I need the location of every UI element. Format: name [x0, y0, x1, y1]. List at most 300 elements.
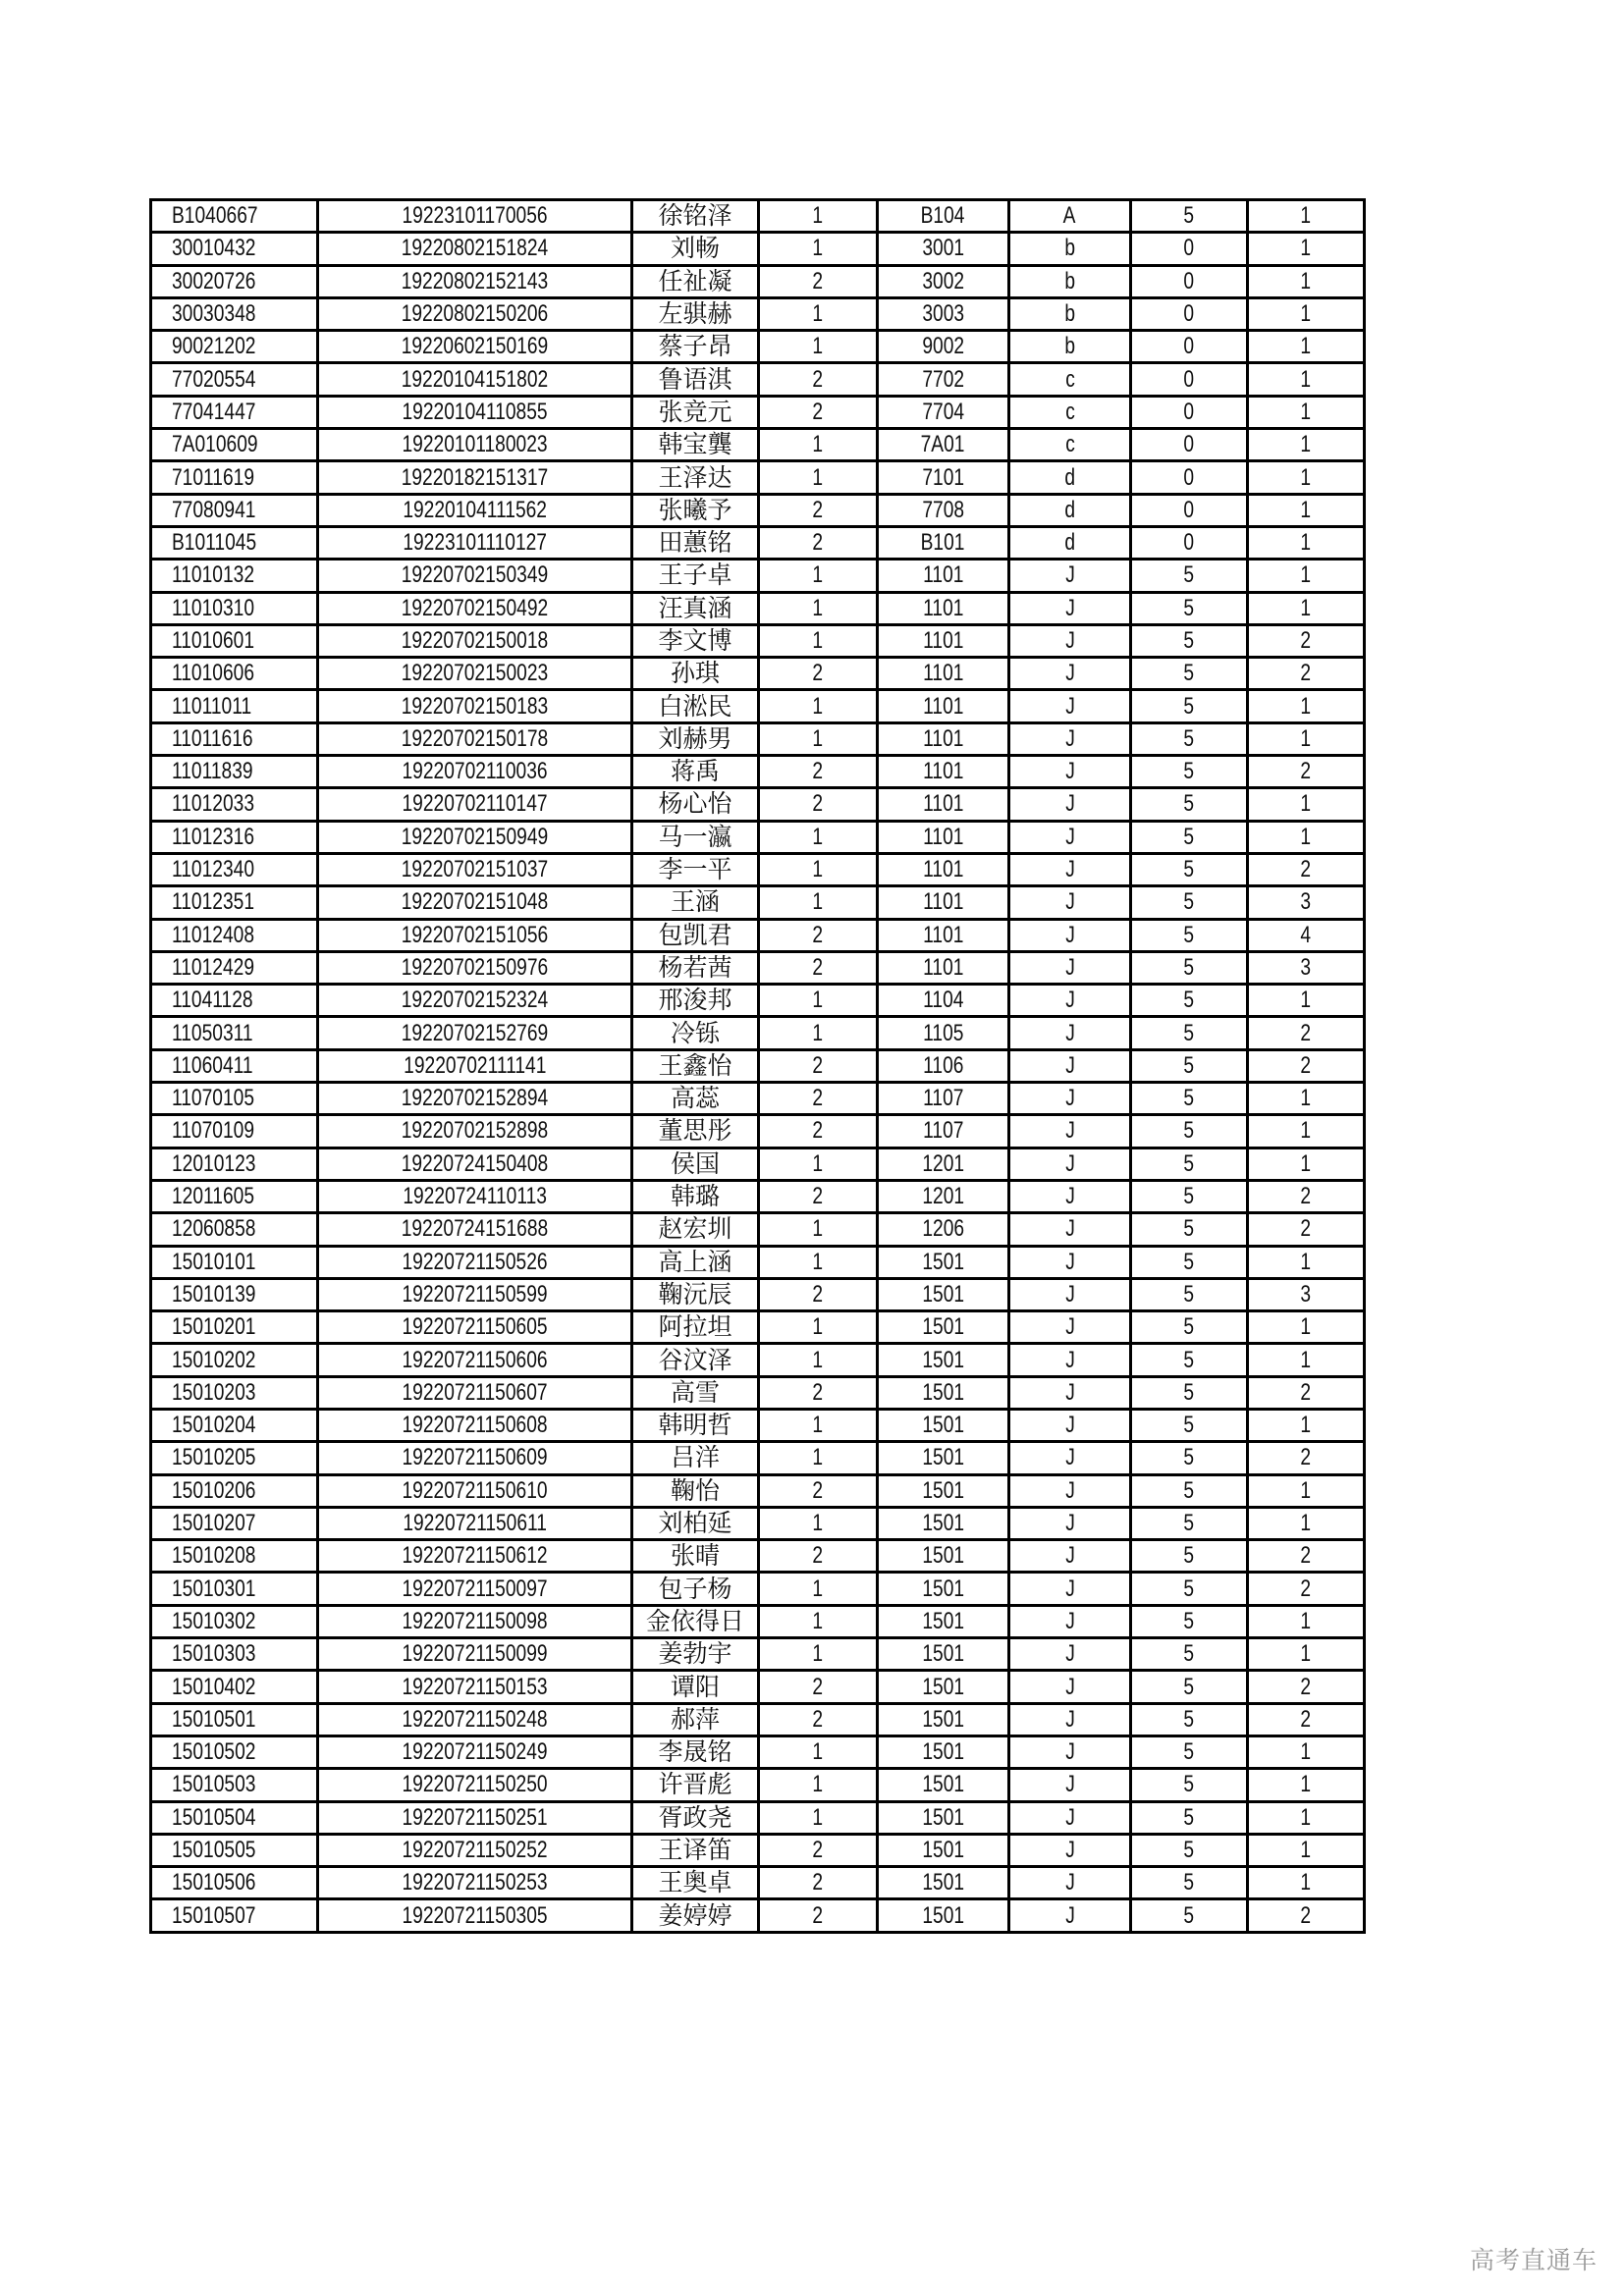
gender-code: 2	[812, 1085, 824, 1112]
score-a: 5	[1183, 1476, 1195, 1504]
score-a: 0	[1183, 267, 1195, 294]
class-code-cell	[878, 1115, 1009, 1148]
exam-number: 15010206	[172, 1476, 256, 1504]
count-cell	[1248, 722, 1365, 755]
category-cell	[1009, 886, 1131, 919]
category: b	[1064, 235, 1075, 262]
count: 1	[1300, 496, 1312, 523]
student-name-cell	[632, 1148, 759, 1180]
count-cell	[1248, 429, 1365, 461]
count-cell	[1248, 1180, 1365, 1212]
class-code: 7101	[922, 463, 964, 491]
class-code-cell	[878, 756, 1009, 788]
exam-number: 15010504	[172, 1803, 256, 1831]
count-cell	[1248, 985, 1365, 1017]
student-id: 19220721150607	[402, 1378, 548, 1406]
student-id: 19220702110147	[402, 790, 548, 818]
category-cell	[1009, 658, 1131, 690]
student-name-cell	[632, 297, 759, 330]
score-a-cell	[1131, 1671, 1248, 1703]
exam-number: 15010207	[172, 1510, 256, 1537]
exam-number-cell	[151, 821, 318, 853]
category-cell	[1009, 1671, 1131, 1703]
category: J	[1064, 1771, 1075, 1798]
score-a-cell	[1131, 363, 1248, 396]
class-code-cell	[878, 1442, 1009, 1474]
score-a-cell	[1131, 560, 1248, 592]
student-name: 张晴	[670, 1541, 720, 1571]
class-code-cell	[878, 1180, 1009, 1212]
student-name: 谷汶泽	[658, 1345, 732, 1374]
category: J	[1064, 1869, 1075, 1896]
count: 1	[1300, 235, 1312, 262]
category: J	[1064, 660, 1075, 687]
student-id-cell	[318, 363, 632, 396]
class-code: 7704	[922, 398, 964, 425]
student-name: 姜婷婷	[658, 1900, 732, 1930]
score-a: 5	[1183, 1117, 1195, 1145]
category-cell	[1009, 821, 1131, 853]
count: 1	[1300, 1346, 1312, 1373]
category-cell	[1009, 1735, 1131, 1768]
class-code-cell	[878, 1311, 1009, 1344]
gender-code: 1	[812, 1607, 824, 1634]
exam-number: 11012316	[172, 823, 254, 850]
score-a-cell	[1131, 1083, 1248, 1115]
student-name-cell	[632, 1180, 759, 1212]
score-a-cell	[1131, 1735, 1248, 1768]
student-name-cell	[632, 396, 759, 428]
exam-number-cell	[151, 788, 318, 821]
gender-code-cell	[759, 919, 878, 951]
count: 1	[1300, 561, 1312, 589]
table-row	[151, 1213, 1365, 1246]
gender-code: 2	[812, 365, 824, 393]
student-id-cell	[318, 1049, 632, 1082]
class-code: 1101	[922, 758, 964, 785]
student-id-cell	[318, 1442, 632, 1474]
class-code: 1501	[922, 1378, 964, 1406]
count: 1	[1300, 1510, 1312, 1537]
gender-code: 2	[812, 921, 824, 948]
student-name: 许晋彪	[658, 1770, 732, 1799]
student-name-cell	[632, 658, 759, 690]
student-name: 任祉凝	[658, 266, 732, 295]
student-id: 19220724150408	[401, 1149, 549, 1177]
student-name: 王译笛	[658, 1835, 732, 1864]
student-name: 李一平	[658, 855, 732, 884]
table-row	[151, 1344, 1365, 1376]
student-name-cell	[632, 526, 759, 559]
exam-number: 15010303	[172, 1640, 256, 1668]
student-name: 张竞元	[658, 397, 732, 426]
category-cell	[1009, 461, 1131, 494]
score-a: 5	[1183, 1215, 1195, 1243]
gender-code: 1	[812, 1771, 824, 1798]
student-id-cell	[318, 396, 632, 428]
table-row	[151, 1409, 1365, 1441]
table-row	[151, 1834, 1365, 1866]
score-a-cell	[1131, 722, 1248, 755]
student-name: 韩明哲	[658, 1411, 732, 1440]
exam-number: 15010202	[172, 1346, 256, 1373]
exam-number-cell	[151, 1605, 318, 1637]
category: J	[1064, 1346, 1075, 1373]
exam-number: 11010310	[172, 594, 254, 621]
score-a-cell	[1131, 1442, 1248, 1474]
score-a: 5	[1183, 953, 1195, 981]
student-table	[149, 198, 1366, 1934]
student-id-cell	[318, 853, 632, 885]
category: J	[1064, 888, 1075, 916]
score-a: 5	[1183, 1248, 1195, 1275]
class-code-cell	[878, 624, 1009, 657]
student-id-cell	[318, 331, 632, 363]
student-id: 19220721150609	[402, 1444, 548, 1471]
exam-number-cell	[151, 363, 318, 396]
student-id: 19220721150252	[402, 1836, 548, 1863]
count: 1	[1300, 1149, 1312, 1177]
student-id-cell	[318, 1474, 632, 1507]
category-cell	[1009, 1311, 1131, 1344]
student-name: 赵宏圳	[658, 1214, 732, 1244]
score-a-cell	[1131, 494, 1248, 526]
table-row	[151, 1049, 1365, 1082]
count-cell	[1248, 1409, 1365, 1441]
count: 1	[1300, 823, 1312, 850]
gender-code-cell	[759, 1017, 878, 1049]
student-id: 19220721150608	[402, 1412, 548, 1439]
exam-number-cell	[151, 1474, 318, 1507]
class-code-cell	[878, 1507, 1009, 1539]
exam-number: 11070105	[172, 1085, 254, 1112]
student-id-cell	[318, 1278, 632, 1310]
class-code: 1501	[922, 1280, 964, 1308]
gender-code: 1	[812, 561, 824, 589]
exam-number-cell	[151, 1703, 318, 1735]
count: 2	[1300, 1901, 1312, 1929]
score-a: 5	[1183, 1346, 1195, 1373]
category: J	[1064, 1183, 1075, 1210]
gender-code-cell	[759, 461, 878, 494]
score-a: 5	[1183, 823, 1195, 850]
score-a: 5	[1183, 660, 1195, 687]
table-row	[151, 1115, 1365, 1148]
table-row	[151, 1540, 1365, 1573]
score-a: 0	[1183, 300, 1195, 328]
student-id: 19220702150492	[401, 594, 549, 621]
exam-number: 11050311	[172, 1019, 253, 1046]
student-id: 19220721150605	[402, 1313, 548, 1341]
score-a: 5	[1183, 1869, 1195, 1896]
class-code: 1201	[922, 1149, 964, 1177]
exam-number: 15010201	[172, 1313, 256, 1341]
table-row	[151, 821, 1365, 853]
category: J	[1064, 758, 1075, 785]
class-code: B104	[921, 202, 965, 230]
exam-number: B1040667	[172, 202, 258, 230]
score-a-cell	[1131, 1344, 1248, 1376]
score-a-cell	[1131, 297, 1248, 330]
category-cell	[1009, 265, 1131, 297]
score-a-cell	[1131, 1834, 1248, 1866]
category-cell	[1009, 756, 1131, 788]
table-row	[151, 985, 1365, 1017]
student-name-cell	[632, 1605, 759, 1637]
count-cell	[1248, 1540, 1365, 1573]
student-id-cell	[318, 1148, 632, 1180]
class-code-cell	[878, 200, 1009, 233]
gender-code: 1	[812, 300, 824, 328]
table-row	[151, 1703, 1365, 1735]
count-cell	[1248, 919, 1365, 951]
score-a: 5	[1183, 1280, 1195, 1308]
exam-number: 15010101	[172, 1248, 256, 1275]
category: c	[1064, 398, 1075, 425]
score-a-cell	[1131, 1801, 1248, 1834]
table-row	[151, 526, 1365, 559]
class-code: 1501	[922, 1248, 964, 1275]
exam-number: 15010502	[172, 1738, 256, 1766]
gender-code-cell	[759, 1311, 878, 1344]
class-code-cell	[878, 1148, 1009, 1180]
exam-number-cell	[151, 722, 318, 755]
student-name-cell	[632, 886, 759, 919]
category: J	[1064, 987, 1075, 1014]
student-name: 白淞民	[658, 691, 732, 721]
count: 3	[1300, 1280, 1312, 1308]
exam-number: 11010601	[172, 627, 254, 654]
student-id: 19220721150251	[402, 1803, 548, 1831]
category: J	[1064, 1738, 1075, 1766]
category: J	[1064, 1444, 1075, 1471]
student-name: 徐铭泽	[658, 201, 732, 231]
student-name-cell	[632, 1899, 759, 1932]
class-code-cell	[878, 658, 1009, 690]
count-cell	[1248, 461, 1365, 494]
student-name: 刘柏延	[658, 1509, 732, 1538]
gender-code-cell	[759, 1867, 878, 1899]
student-id: 19220721150305	[402, 1901, 548, 1929]
student-name-cell	[632, 1409, 759, 1441]
exam-number: B1011045	[172, 529, 257, 557]
gender-code-cell	[759, 1246, 878, 1278]
table-row	[151, 265, 1365, 297]
count: 1	[1300, 267, 1312, 294]
student-id-cell	[318, 1409, 632, 1441]
student-name: 阿拉坦	[658, 1312, 732, 1342]
category: J	[1064, 790, 1075, 818]
count: 1	[1300, 1771, 1312, 1798]
table-row	[151, 1769, 1365, 1801]
student-id-cell	[318, 1867, 632, 1899]
gender-code-cell	[759, 624, 878, 657]
class-code-cell	[878, 461, 1009, 494]
gender-code-cell	[759, 363, 878, 396]
score-a-cell	[1131, 1148, 1248, 1180]
class-code: 1101	[922, 921, 964, 948]
score-a: 5	[1183, 1051, 1195, 1079]
gender-code: 1	[812, 1738, 824, 1766]
table-row	[151, 200, 1365, 233]
count: 1	[1300, 594, 1312, 621]
category: J	[1064, 921, 1075, 948]
gender-code-cell	[759, 1769, 878, 1801]
class-code-cell	[878, 985, 1009, 1017]
category-cell	[1009, 1017, 1131, 1049]
student-id-cell	[318, 821, 632, 853]
exam-number: 15010203	[172, 1378, 256, 1406]
gender-code-cell	[759, 985, 878, 1017]
score-a-cell	[1131, 624, 1248, 657]
category: J	[1064, 1673, 1075, 1700]
student-id-cell	[318, 1344, 632, 1376]
count: 2	[1300, 1444, 1312, 1471]
student-name-cell	[632, 1278, 759, 1310]
category-cell	[1009, 200, 1131, 233]
category-cell	[1009, 1540, 1131, 1573]
class-code: 1501	[922, 1901, 964, 1929]
score-a: 0	[1183, 398, 1195, 425]
student-id: 19220104151802	[401, 365, 549, 393]
gender-code: 2	[812, 1051, 824, 1079]
student-name-cell	[632, 560, 759, 592]
student-name-cell	[632, 1442, 759, 1474]
gender-code-cell	[759, 1638, 878, 1671]
student-id-cell	[318, 1246, 632, 1278]
score-a: 0	[1183, 496, 1195, 523]
count-cell	[1248, 690, 1365, 722]
count: 2	[1300, 1673, 1312, 1700]
category: J	[1064, 1607, 1075, 1634]
category: J	[1064, 1901, 1075, 1929]
student-name: 杨若茜	[658, 952, 732, 982]
count-cell	[1248, 1735, 1365, 1768]
student-id-cell	[318, 1834, 632, 1866]
gender-code-cell	[759, 592, 878, 624]
student-id-cell	[318, 1311, 632, 1344]
gender-code-cell	[759, 853, 878, 885]
score-a-cell	[1131, 1409, 1248, 1441]
score-a-cell	[1131, 690, 1248, 722]
gender-code: 1	[812, 1640, 824, 1668]
student-id-cell	[318, 233, 632, 265]
count: 2	[1300, 1378, 1312, 1406]
exam-number-cell	[151, 233, 318, 265]
exam-number-cell	[151, 1638, 318, 1671]
score-a-cell	[1131, 886, 1248, 919]
category: J	[1064, 692, 1075, 720]
category-cell	[1009, 526, 1131, 559]
class-code: 1101	[922, 660, 964, 687]
exam-number: 12060858	[172, 1215, 256, 1243]
class-code-cell	[878, 1474, 1009, 1507]
score-a-cell	[1131, 592, 1248, 624]
exam-number: 11011616	[172, 724, 253, 752]
count-cell	[1248, 265, 1365, 297]
student-name: 谭阳	[670, 1672, 720, 1701]
exam-number-cell	[151, 297, 318, 330]
student-id-cell	[318, 1671, 632, 1703]
table-row	[151, 1180, 1365, 1212]
class-code-cell	[878, 396, 1009, 428]
count: 1	[1300, 431, 1312, 458]
class-code-cell	[878, 592, 1009, 624]
student-name-cell	[632, 592, 759, 624]
student-id-cell	[318, 1605, 632, 1637]
exam-number-cell	[151, 429, 318, 461]
exam-number-cell	[151, 494, 318, 526]
category: J	[1064, 1051, 1075, 1079]
gender-code: 1	[812, 1019, 824, 1046]
class-code-cell	[878, 429, 1009, 461]
exam-number: 71011619	[172, 463, 254, 491]
gender-code-cell	[759, 722, 878, 755]
table-row	[151, 788, 1365, 821]
class-code: 1206	[922, 1215, 964, 1243]
gender-code-cell	[759, 1083, 878, 1115]
table-row	[151, 1867, 1365, 1899]
table-row	[151, 592, 1365, 624]
class-code-cell	[878, 1703, 1009, 1735]
student-name-cell	[632, 788, 759, 821]
student-name-cell	[632, 1017, 759, 1049]
exam-number: 15010204	[172, 1412, 256, 1439]
category: J	[1064, 1019, 1075, 1046]
student-name-cell	[632, 461, 759, 494]
class-code-cell	[878, 1671, 1009, 1703]
count: 1	[1300, 1248, 1312, 1275]
exam-number: 15010301	[172, 1575, 256, 1602]
gender-code: 1	[812, 1149, 824, 1177]
class-code-cell	[878, 1540, 1009, 1573]
student-name: 李文博	[658, 626, 732, 655]
student-id-cell	[318, 560, 632, 592]
student-name: 郝萍	[670, 1704, 720, 1734]
count-cell	[1248, 624, 1365, 657]
student-name: 王泽达	[658, 462, 732, 492]
student-id-cell	[318, 1899, 632, 1932]
exam-number-cell	[151, 886, 318, 919]
exam-number-cell	[151, 951, 318, 984]
count-cell	[1248, 1278, 1365, 1310]
exam-number-cell	[151, 1311, 318, 1344]
student-name-cell	[632, 624, 759, 657]
table-row	[151, 1573, 1365, 1605]
score-a-cell	[1131, 821, 1248, 853]
category: J	[1064, 1542, 1075, 1570]
count: 3	[1300, 953, 1312, 981]
count: 1	[1300, 365, 1312, 393]
student-name-cell	[632, 1507, 759, 1539]
student-name-cell	[632, 853, 759, 885]
gender-code: 2	[812, 1117, 824, 1145]
student-name: 邢浚邦	[658, 986, 732, 1015]
gender-code-cell	[759, 265, 878, 297]
count-cell	[1248, 1638, 1365, 1671]
class-code: 3001	[922, 235, 964, 262]
class-code: 1501	[922, 1771, 964, 1798]
count-cell	[1248, 526, 1365, 559]
student-id: 19220721150611	[403, 1510, 547, 1537]
gender-code: 1	[812, 823, 824, 850]
category-cell	[1009, 1801, 1131, 1834]
category: J	[1064, 1803, 1075, 1831]
table-row	[151, 1671, 1365, 1703]
class-code: 1501	[922, 1803, 964, 1831]
gender-code-cell	[759, 756, 878, 788]
table-row	[151, 722, 1365, 755]
